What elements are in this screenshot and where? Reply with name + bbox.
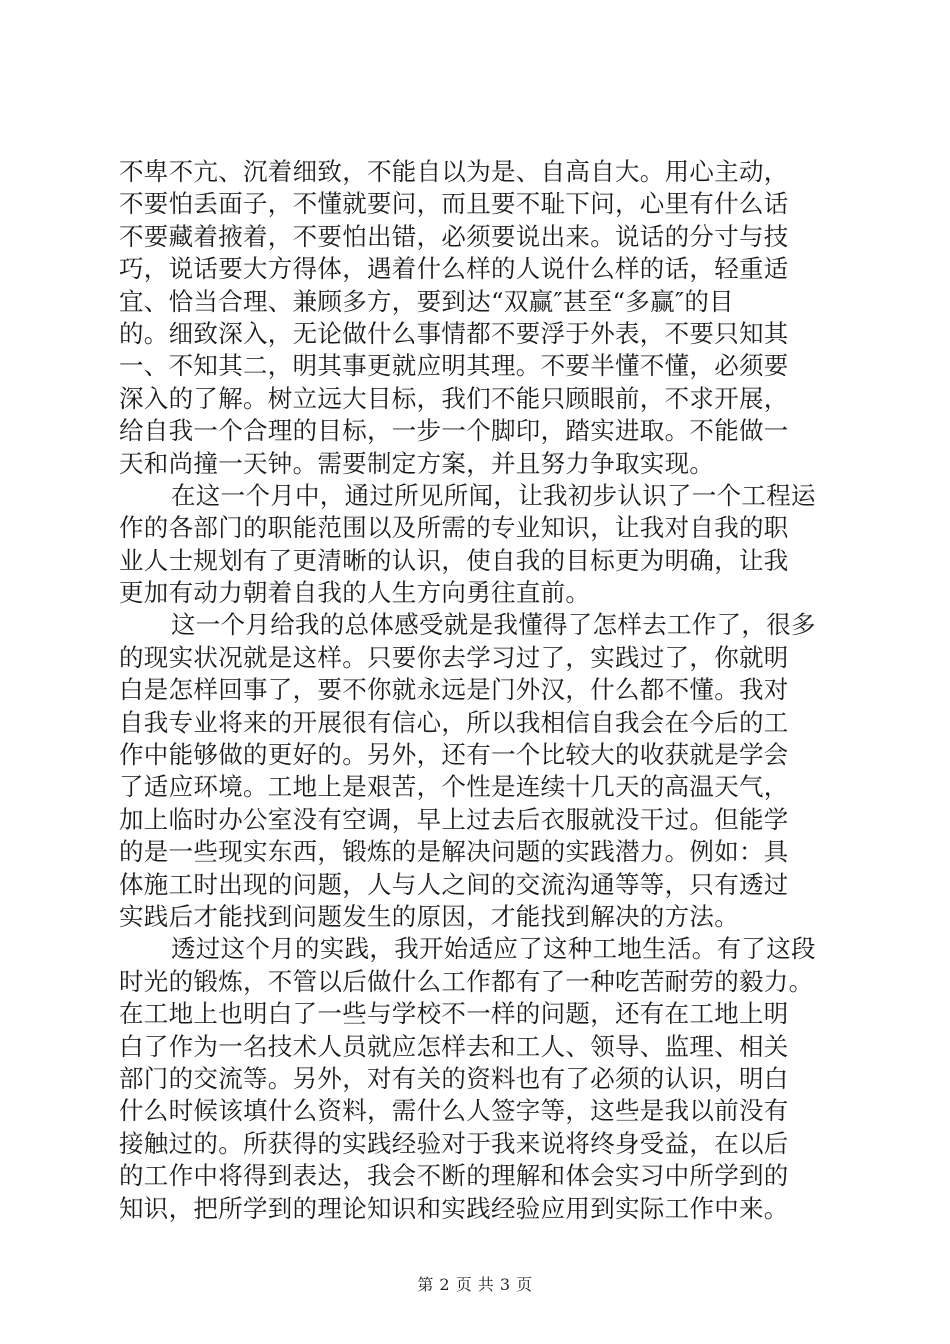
text-line: 业人士规划有了更清晰的认识，使自我的目标更为明确，让我 — [119, 545, 789, 575]
paragraph — [119, 480, 835, 610]
text-line: 一、不知其二，明其事更就应明其理。不要半懂不懂，必须要 — [119, 351, 789, 381]
text-line: 体施工时出现的问题，人与人之间的交流沟通等等，只有透过 — [119, 869, 789, 899]
text-line: 时光的锻炼，不管以后做什么工作都有了一种吃苦耐劳的毅力。 — [119, 966, 814, 996]
text-line: 深入的了解。树立远大目标，我们不能只顾眼前，不求开展， — [119, 383, 789, 413]
text-line: 不卑不亢、沉着细致，不能自以为是、自高自大。用心主动， — [119, 157, 789, 186]
text-line: 天和尚撞一天钟。需要制定方案，并且努力争取实现。 — [119, 448, 715, 478]
text-line: 透过这个月的实践，我开始适应了这种工地生活。有了这段 — [171, 934, 816, 964]
text-line: 加上临时办公室没有空调，早上过去后衣服就没干过。但能学 — [119, 804, 789, 834]
text-line: 作中能够做的更好的。另外，还有一个比较大的收获就是学会 — [119, 740, 789, 770]
text-line: 作的各部门的职能范围以及所需的专业知识，让我对自我的职 — [119, 513, 789, 543]
document-body — [119, 156, 835, 1225]
text-line: 部门的交流等。另外，对有关的资料也有了必须的认识，明白 — [119, 1063, 789, 1093]
text-line: 在这一个月中，通过所见所闻，让我初步认识了一个工程运 — [171, 480, 816, 510]
text-line: 了适应环境。工地上是艰苦，个性是连续十几天的高温天气， — [119, 772, 789, 802]
paragraph — [119, 609, 835, 933]
paragraph — [119, 156, 835, 480]
text-line: 自我专业将来的开展很有信心，所以我相信自我会在今后的工 — [119, 707, 789, 737]
text-line: 宜、恰当合理、兼顾多方，要到达“双赢″甚至“多赢″的目 — [119, 286, 734, 316]
text-line: 白是怎样回事了，要不你就永远是门外汉，什么都不懂。我对 — [119, 675, 789, 705]
text-line: 这一个月给我的总体感受就是我懂得了怎样去工作了，很多 — [171, 610, 816, 640]
text-line: 的现实状况就是这样。只要你去学习过了，实践过了，你就明 — [119, 642, 789, 672]
text-line: 知识，把所学到的理论知识和实践经验应用到实际工作中来。 — [119, 1193, 789, 1223]
text-line: 在工地上也明白了一些与学校不一样的问题，还有在工地上明 — [119, 999, 789, 1029]
text-line: 的是一些现实东西，锻炼的是解决问题的实践潜力。例如：具 — [119, 837, 789, 867]
text-line: 接触过的。所获得的实践经验对于我来说将终身受益，在以后 — [119, 1128, 789, 1158]
text-line: 白了作为一名技术人员就应怎样去和工人、领导、监理、相关 — [119, 1031, 789, 1061]
text-line: 更加有动力朝着自我的人生方向勇往直前。 — [119, 578, 591, 608]
text-line: 不要怕丢面子，不懂就要问，而且要不耻下问，心里有什么话 — [119, 189, 789, 219]
text-line: 给自我一个合理的目标，一步一个脚印，踏实进取。不能做一 — [119, 416, 789, 446]
paragraph — [119, 933, 835, 1225]
text-line: 不要藏着掖着，不要怕出错，必须要说出来。说话的分寸与技 — [119, 221, 789, 251]
page-footer: 第 2 页 共 3 页 — [417, 1275, 533, 1294]
text-line: 什么时候该填什么资料，需什么人签字等，这些是我以前没有 — [119, 1096, 789, 1126]
text-line: 巧，说话要大方得体，遇着什么样的人说什么样的话，轻重适 — [119, 254, 789, 284]
text-line: 的工作中将得到表达，我会不断的理解和体会实习中所学到的 — [119, 1161, 789, 1191]
text-line: 实践后才能找到问题发生的原因，才能找到解决的方法。 — [119, 901, 739, 931]
text-line: 的。细致深入，无论做什么事情都不要浮于外表，不要只知其 — [119, 318, 789, 348]
